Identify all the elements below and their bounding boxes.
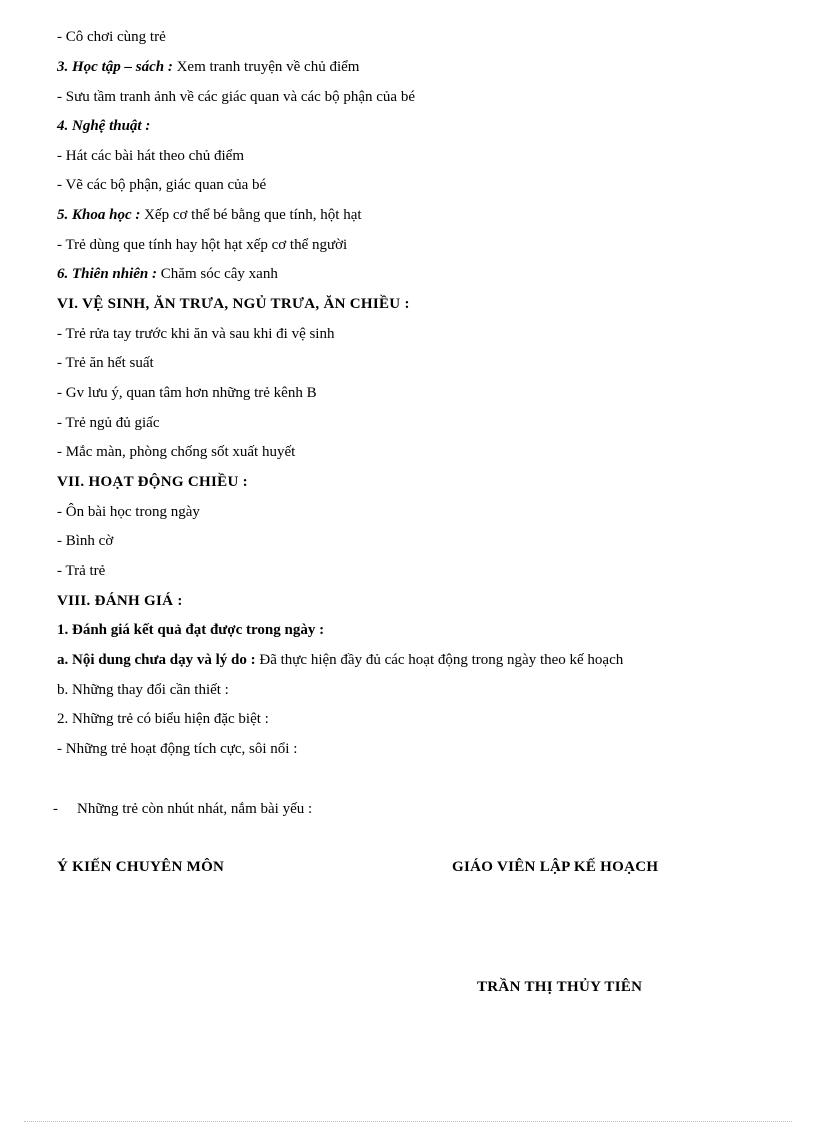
section-label: 6. Thiên nhiên : <box>57 266 158 282</box>
section-label: 3. Học tập – sách : <box>57 59 173 75</box>
line-1: - Cô chơi cùng trẻ <box>57 29 166 45</box>
line-6: - Vẽ các bộ phận, giác quan của bé <box>57 177 267 193</box>
line-5: - Hát các bài hát theo chủ điểm <box>57 148 245 164</box>
line-3: - Sưu tầm tranh ảnh về các giác quan và các bộ phận của bé <box>57 89 415 105</box>
shy-item-dash: - <box>53 801 58 817</box>
line-8: - Trẻ dùng que tính hay hột hạt xếp cơ thể người <box>57 237 348 253</box>
page-footer-rule <box>24 1121 792 1122</box>
line-13: - Gv lưu ý, quan tâm hơn những trẻ kênh B <box>57 385 317 401</box>
line-2: 3. Học tập – sách : Xem tranh truyện về chủ điểm <box>57 59 360 75</box>
line-11: - Trẻ rửa tay trước khi ăn và sau khi đi vệ sinh <box>57 326 335 342</box>
signature-left-title: Ý KIẾN CHUYÊN MÔN <box>57 859 225 875</box>
section-label: 4. Nghệ thuật : <box>57 118 151 134</box>
section-heading-vi: VI. VỆ SINH, ĂN TRƯA, NGỦ TRƯA, ĂN CHIỀU : <box>57 296 410 312</box>
line-12: - Trẻ ăn hết suất <box>57 355 154 371</box>
line-19: - Trả trẻ <box>57 563 106 579</box>
content-label: a. Nội dung chưa dạy và lý do : <box>57 652 256 668</box>
section-heading-viii: VIII. ĐÁNH GIÁ : <box>57 593 183 609</box>
line-4 <box>57 117 150 135</box>
subheading-evaluation: 1. Đánh giá kết quả đạt được trong ngày : <box>57 622 325 638</box>
line-24: 2. Những trẻ có biểu hiện đặc biệt : <box>57 711 269 727</box>
section-label: 5. Khoa học : <box>57 207 141 223</box>
teacher-name: TRẦN THỊ THỦY TIÊN <box>477 979 643 995</box>
line-22: a. Nội dung chưa dạy và lý do : Đã thực hiện đầy đủ các hoạt động trong ngày theo kế hoạch <box>57 652 624 668</box>
signature-right-title: GIÁO VIÊN LẬP KẾ HOẠCH <box>452 859 659 875</box>
section-heading-vii: VII. HOẠT ĐỘNG CHIỀU : <box>57 474 248 490</box>
line-14: - Trẻ ngủ đủ giấc <box>57 415 160 431</box>
line-7: 5. Khoa học : Xếp cơ thể bé bằng que tính, hột hạt <box>57 207 362 223</box>
line-9: 6. Thiên nhiên : Chăm sóc cây xanh <box>57 266 278 282</box>
line-18: - Bình cờ <box>57 533 114 549</box>
line-15: - Mắc màn, phòng chống sốt xuất huyết <box>57 444 296 460</box>
line-17: - Ôn bài học trong ngày <box>57 504 200 520</box>
shy-item-text: Những trẻ còn nhút nhát, nắm bài yếu : <box>77 801 313 817</box>
line-23: b. Những thay đổi cần thiết : <box>57 682 229 698</box>
line-25: - Những trẻ hoạt động tích cực, sôi nổi : <box>57 741 298 757</box>
